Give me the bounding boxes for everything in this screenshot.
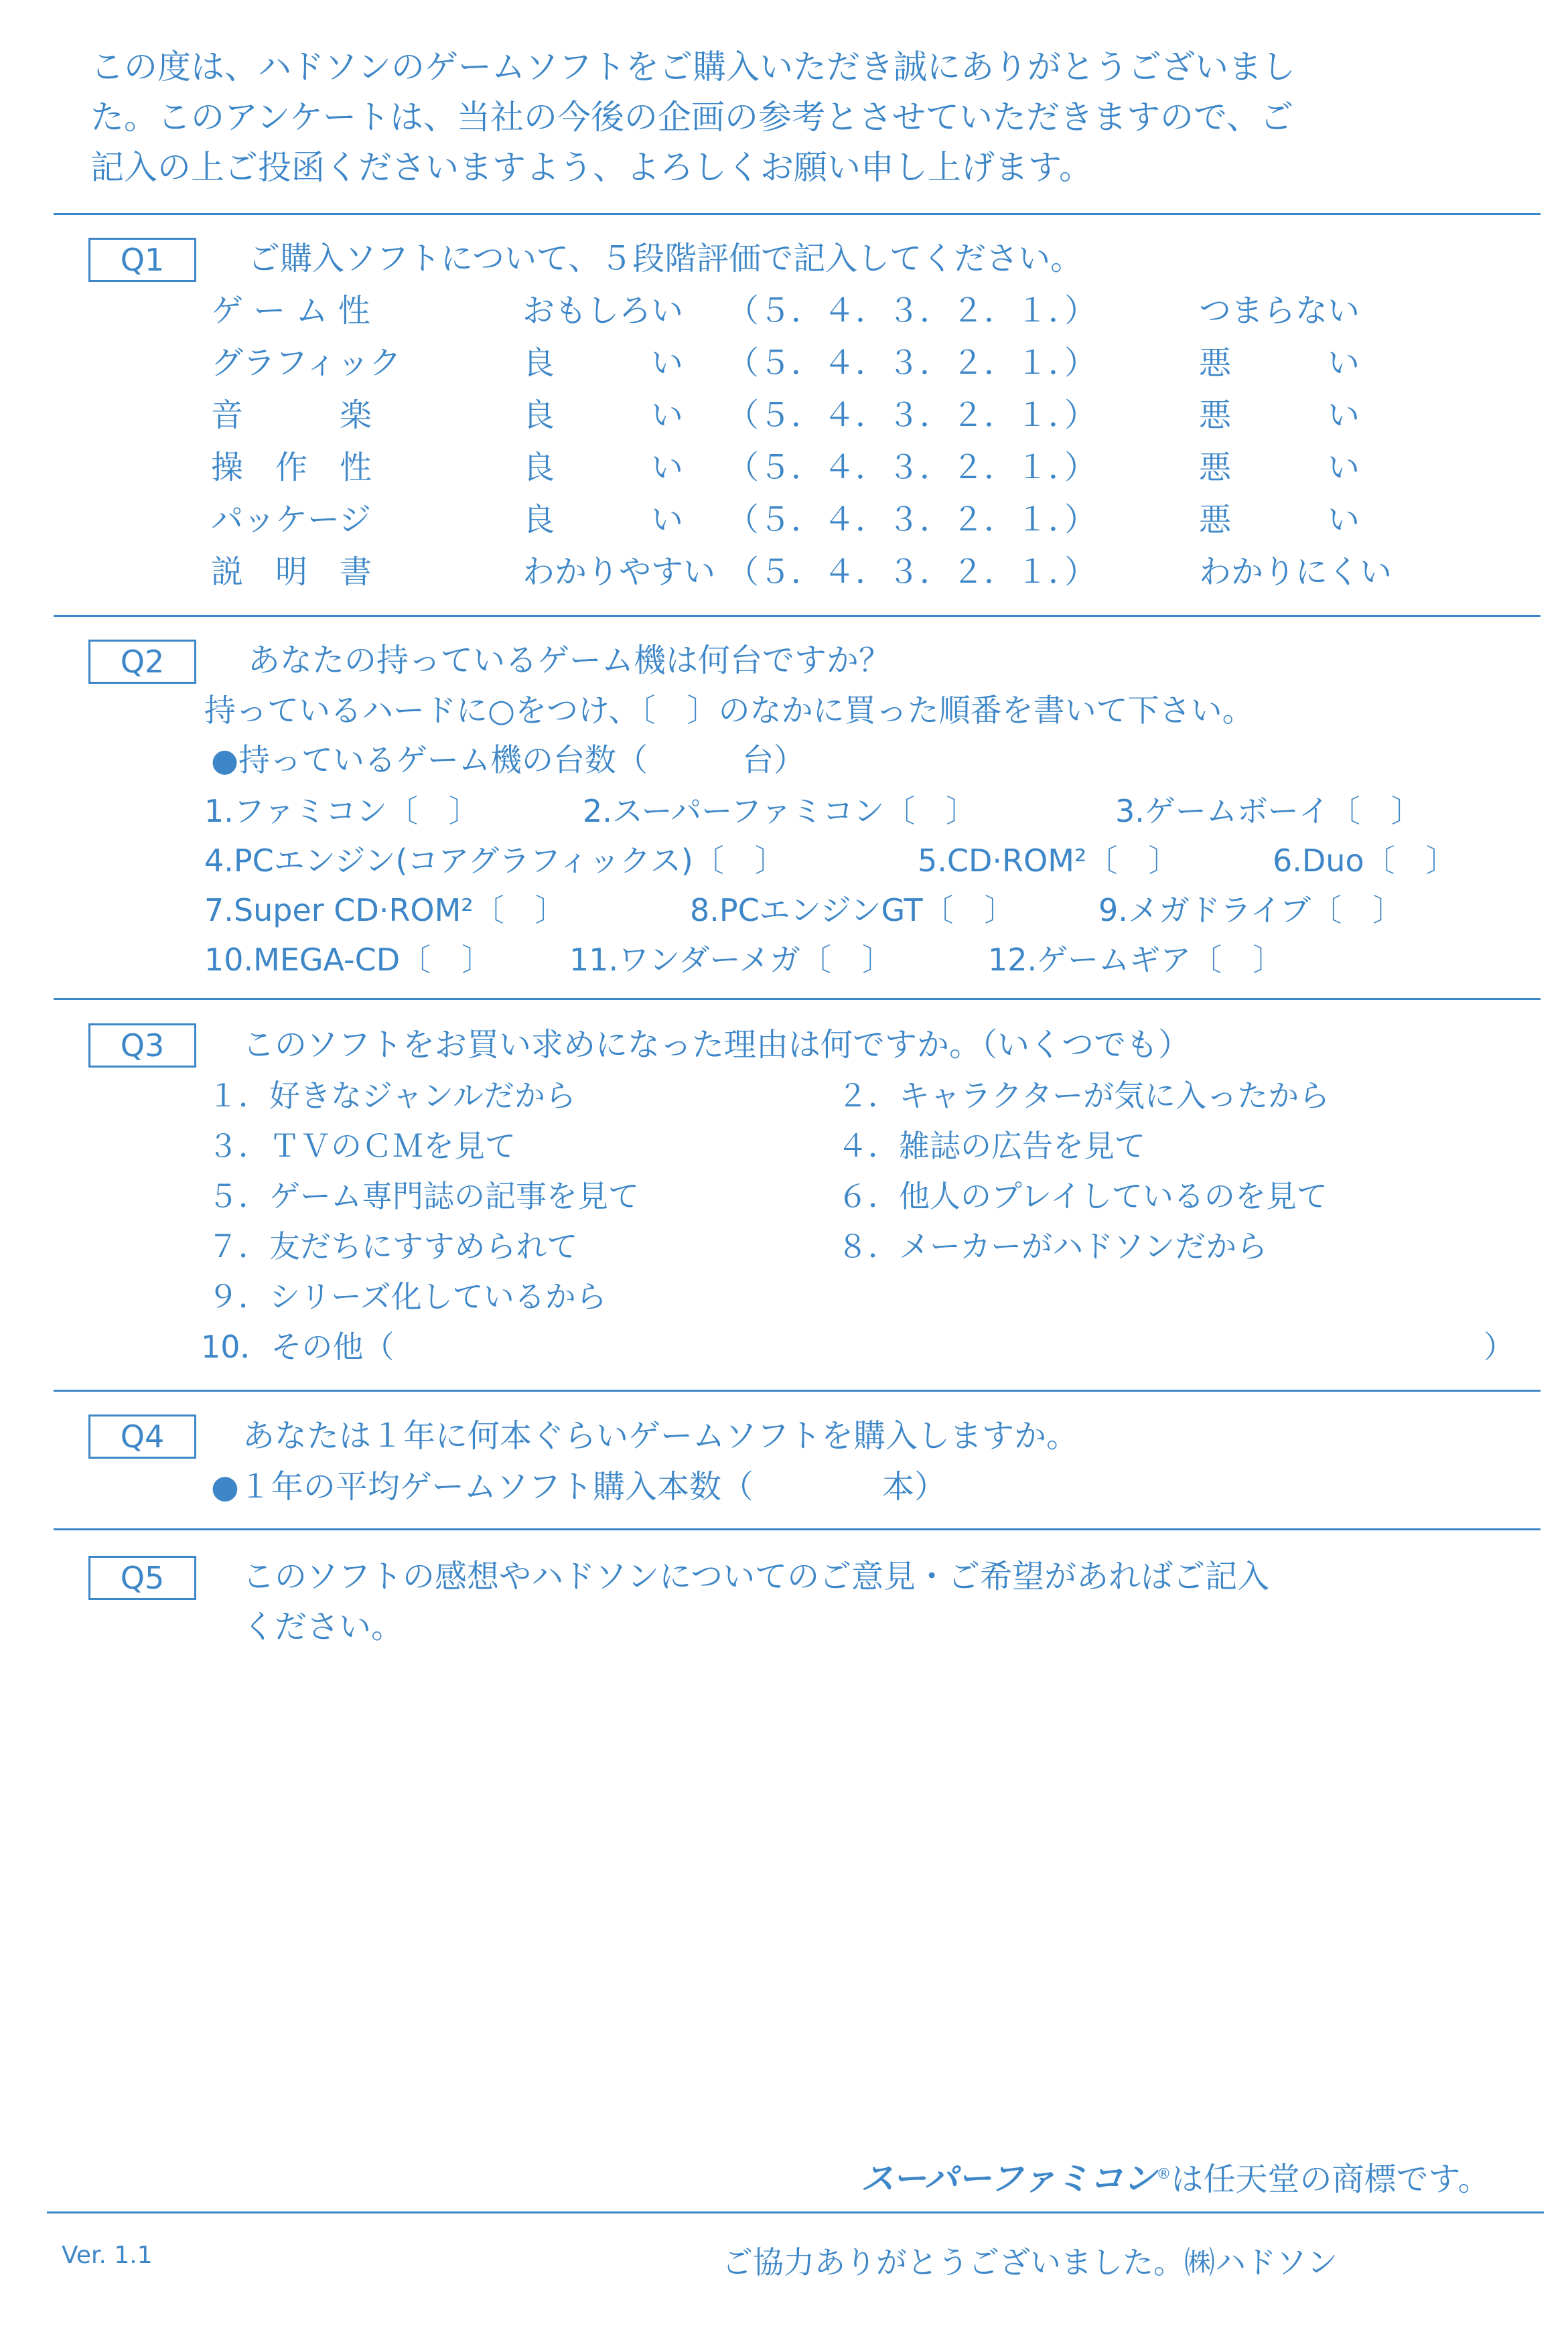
- q3-option-4[interactable]: ４．雑誌の広告を見て: [837, 1128, 1145, 1164]
- q1-bad-label: 悪 い: [1199, 396, 1360, 434]
- q1-bad-label: つまらない: [1199, 292, 1360, 330]
- q3-other-close: ）: [1484, 1329, 1514, 1365]
- q2-option-game-gear[interactable]: 12.ゲームギア〔 〕: [988, 942, 1284, 978]
- trademark-notice: [861, 2159, 1490, 2198]
- q1-bad-label: 悪 い: [1199, 501, 1360, 538]
- q1-item: 説 明 書: [211, 553, 372, 591]
- trademark-text: は任天堂の商標です。: [1171, 2161, 1490, 2198]
- q1-label: Q1: [88, 238, 196, 282]
- q1-good-label: わかりやすい: [522, 553, 716, 591]
- q3-option-1[interactable]: １．好きなジャンルだから: [208, 1078, 576, 1114]
- footer-divider: [47, 2211, 1544, 2213]
- q3-option-2[interactable]: ２．キャラクターが気に入ったから: [837, 1078, 1330, 1114]
- q2-option-mega-cd[interactable]: 10.MEGA-CD〔 〕: [204, 942, 493, 978]
- divider: [54, 213, 1541, 215]
- q1-item: グラフィック: [211, 344, 402, 382]
- q3-option-other[interactable]: 10．その他（: [201, 1329, 395, 1365]
- q2-instruction: 持っているハードに○をつけ、〔 〕のなかに買った順番を書いて下さい。: [204, 693, 1254, 729]
- q2-option-super-famicom[interactable]: 2.スーパーファミコン〔 〕: [583, 793, 977, 829]
- registered-mark: ®: [1156, 2166, 1171, 2183]
- intro-line-3: 記入の上ご投函くださいますよう、よろしくお願い申し上げます。: [90, 148, 1092, 187]
- divider: [54, 1390, 1541, 1392]
- q1-scale[interactable]: （５．４．３．２．１．）: [727, 344, 1097, 382]
- q1-good-label: 良 い: [522, 344, 684, 382]
- q2-option-super-cd-rom2[interactable]: 7.Super CD·ROM²〔 〕: [204, 892, 566, 928]
- q1-scale[interactable]: （５．４．３．２．１．）: [727, 553, 1097, 591]
- q4-answer-field[interactable]: ●１年の平均ゲームソフト購入本数（ 本）: [211, 1468, 946, 1506]
- q1-bad-label: わかりにくい: [1199, 553, 1393, 591]
- q3-option-5[interactable]: ５．ゲーム専門誌の記事を見て: [208, 1178, 639, 1214]
- q1-good-label: 良 い: [522, 501, 684, 538]
- q2-option-wondermega[interactable]: 11.ワンダーメガ〔 〕: [569, 942, 894, 978]
- q1-scale[interactable]: （５．４．３．２．１．）: [727, 396, 1097, 434]
- q1-item: 操 作 性: [211, 449, 372, 486]
- q2-option-duo[interactable]: 6.Duo〔 〕: [1273, 843, 1457, 879]
- q3-option-3[interactable]: ３．ＴＶのＣＭを見て: [208, 1128, 516, 1164]
- q1-good-label: おもしろい: [522, 292, 684, 330]
- divider: [54, 998, 1541, 1000]
- q1-bad-label: 悪 い: [1199, 449, 1360, 486]
- q5-question-line-1: このソフトの感想やハドソンについてのご意見・ご希望があればご記入: [242, 1558, 1270, 1595]
- q1-item: 音 楽: [211, 396, 372, 434]
- q2-option-pc-engine[interactable]: 4.PCエンジン(コアグラフィックス)〔 〕: [204, 843, 786, 879]
- super-famicom-logo: スーパーファミコン: [861, 2159, 1157, 2198]
- q1-item: ゲ ー ム 性: [211, 292, 370, 330]
- q2-option-mega-drive[interactable]: 9.メガドライブ〔 〕: [1098, 892, 1404, 928]
- q3-option-7[interactable]: ７．友だちにすすめられて: [208, 1228, 578, 1264]
- q1-scale[interactable]: （５．４．３．２．１．）: [727, 292, 1097, 330]
- divider: [54, 615, 1541, 617]
- q1-question: ご購入ソフトについて、５段階評価で記入してください。: [248, 240, 1083, 277]
- q2-question: あなたの持っているゲーム機は何台ですか？: [248, 642, 892, 679]
- q5-question-line-2: ください。: [242, 1608, 404, 1646]
- intro-line-1: この度は、ハドソンのゲームソフトをご購入いただき誠にありがとうございまし: [90, 48, 1295, 86]
- q5-answer-area[interactable]: [87, 1661, 1494, 2130]
- q2-option-famicom[interactable]: 1.ファミコン〔 〕: [204, 793, 480, 829]
- q1-bad-label: 悪 い: [1199, 344, 1360, 382]
- divider: [54, 1528, 1541, 1530]
- intro-line-2: た。このアンケートは、当社の今後の企画の参考とさせていただきますので、ご: [90, 98, 1293, 137]
- q2-option-cd-rom2[interactable]: 5.CD·ROM²〔 〕: [918, 843, 1180, 879]
- q1-scale[interactable]: （５．４．３．２．１．）: [727, 449, 1097, 486]
- q3-question: このソフトをお買い求めになった理由は何ですか。（いくつでも）: [242, 1026, 1191, 1064]
- q4-question: あなたは１年に何本ぐらいゲームソフトを購入しますか。: [242, 1417, 1079, 1455]
- q1-good-label: 良 い: [522, 449, 684, 486]
- q3-option-6[interactable]: ６．他人のプレイしているのを見て: [837, 1178, 1328, 1214]
- q1-scale[interactable]: （５．４．３．２．１．）: [727, 501, 1097, 538]
- q2-count-field[interactable]: ●持っているゲーム機の台数（ 台）: [211, 742, 806, 779]
- q5-label: Q5: [88, 1556, 196, 1600]
- q4-label: Q4: [88, 1414, 196, 1459]
- q2-option-pc-engine-gt[interactable]: 8.PCエンジンGT〔 〕: [690, 892, 1015, 928]
- q1-item: パッケージ: [211, 501, 372, 538]
- q1-good-label: 良 い: [522, 396, 684, 434]
- q3-label: Q3: [88, 1023, 196, 1068]
- q3-option-8[interactable]: ８．メーカーがハドソンだから: [837, 1228, 1268, 1264]
- thanks-message: ご協力ありがとうございました。㈱ハドソン: [722, 2244, 1338, 2280]
- q2-label: Q2: [88, 640, 196, 684]
- q3-option-9[interactable]: ９．シリーズ化しているから: [208, 1279, 607, 1315]
- version-label: Ver. 1.1: [62, 2242, 153, 2269]
- q2-option-gameboy[interactable]: 3.ゲームボーイ〔 〕: [1115, 793, 1422, 829]
